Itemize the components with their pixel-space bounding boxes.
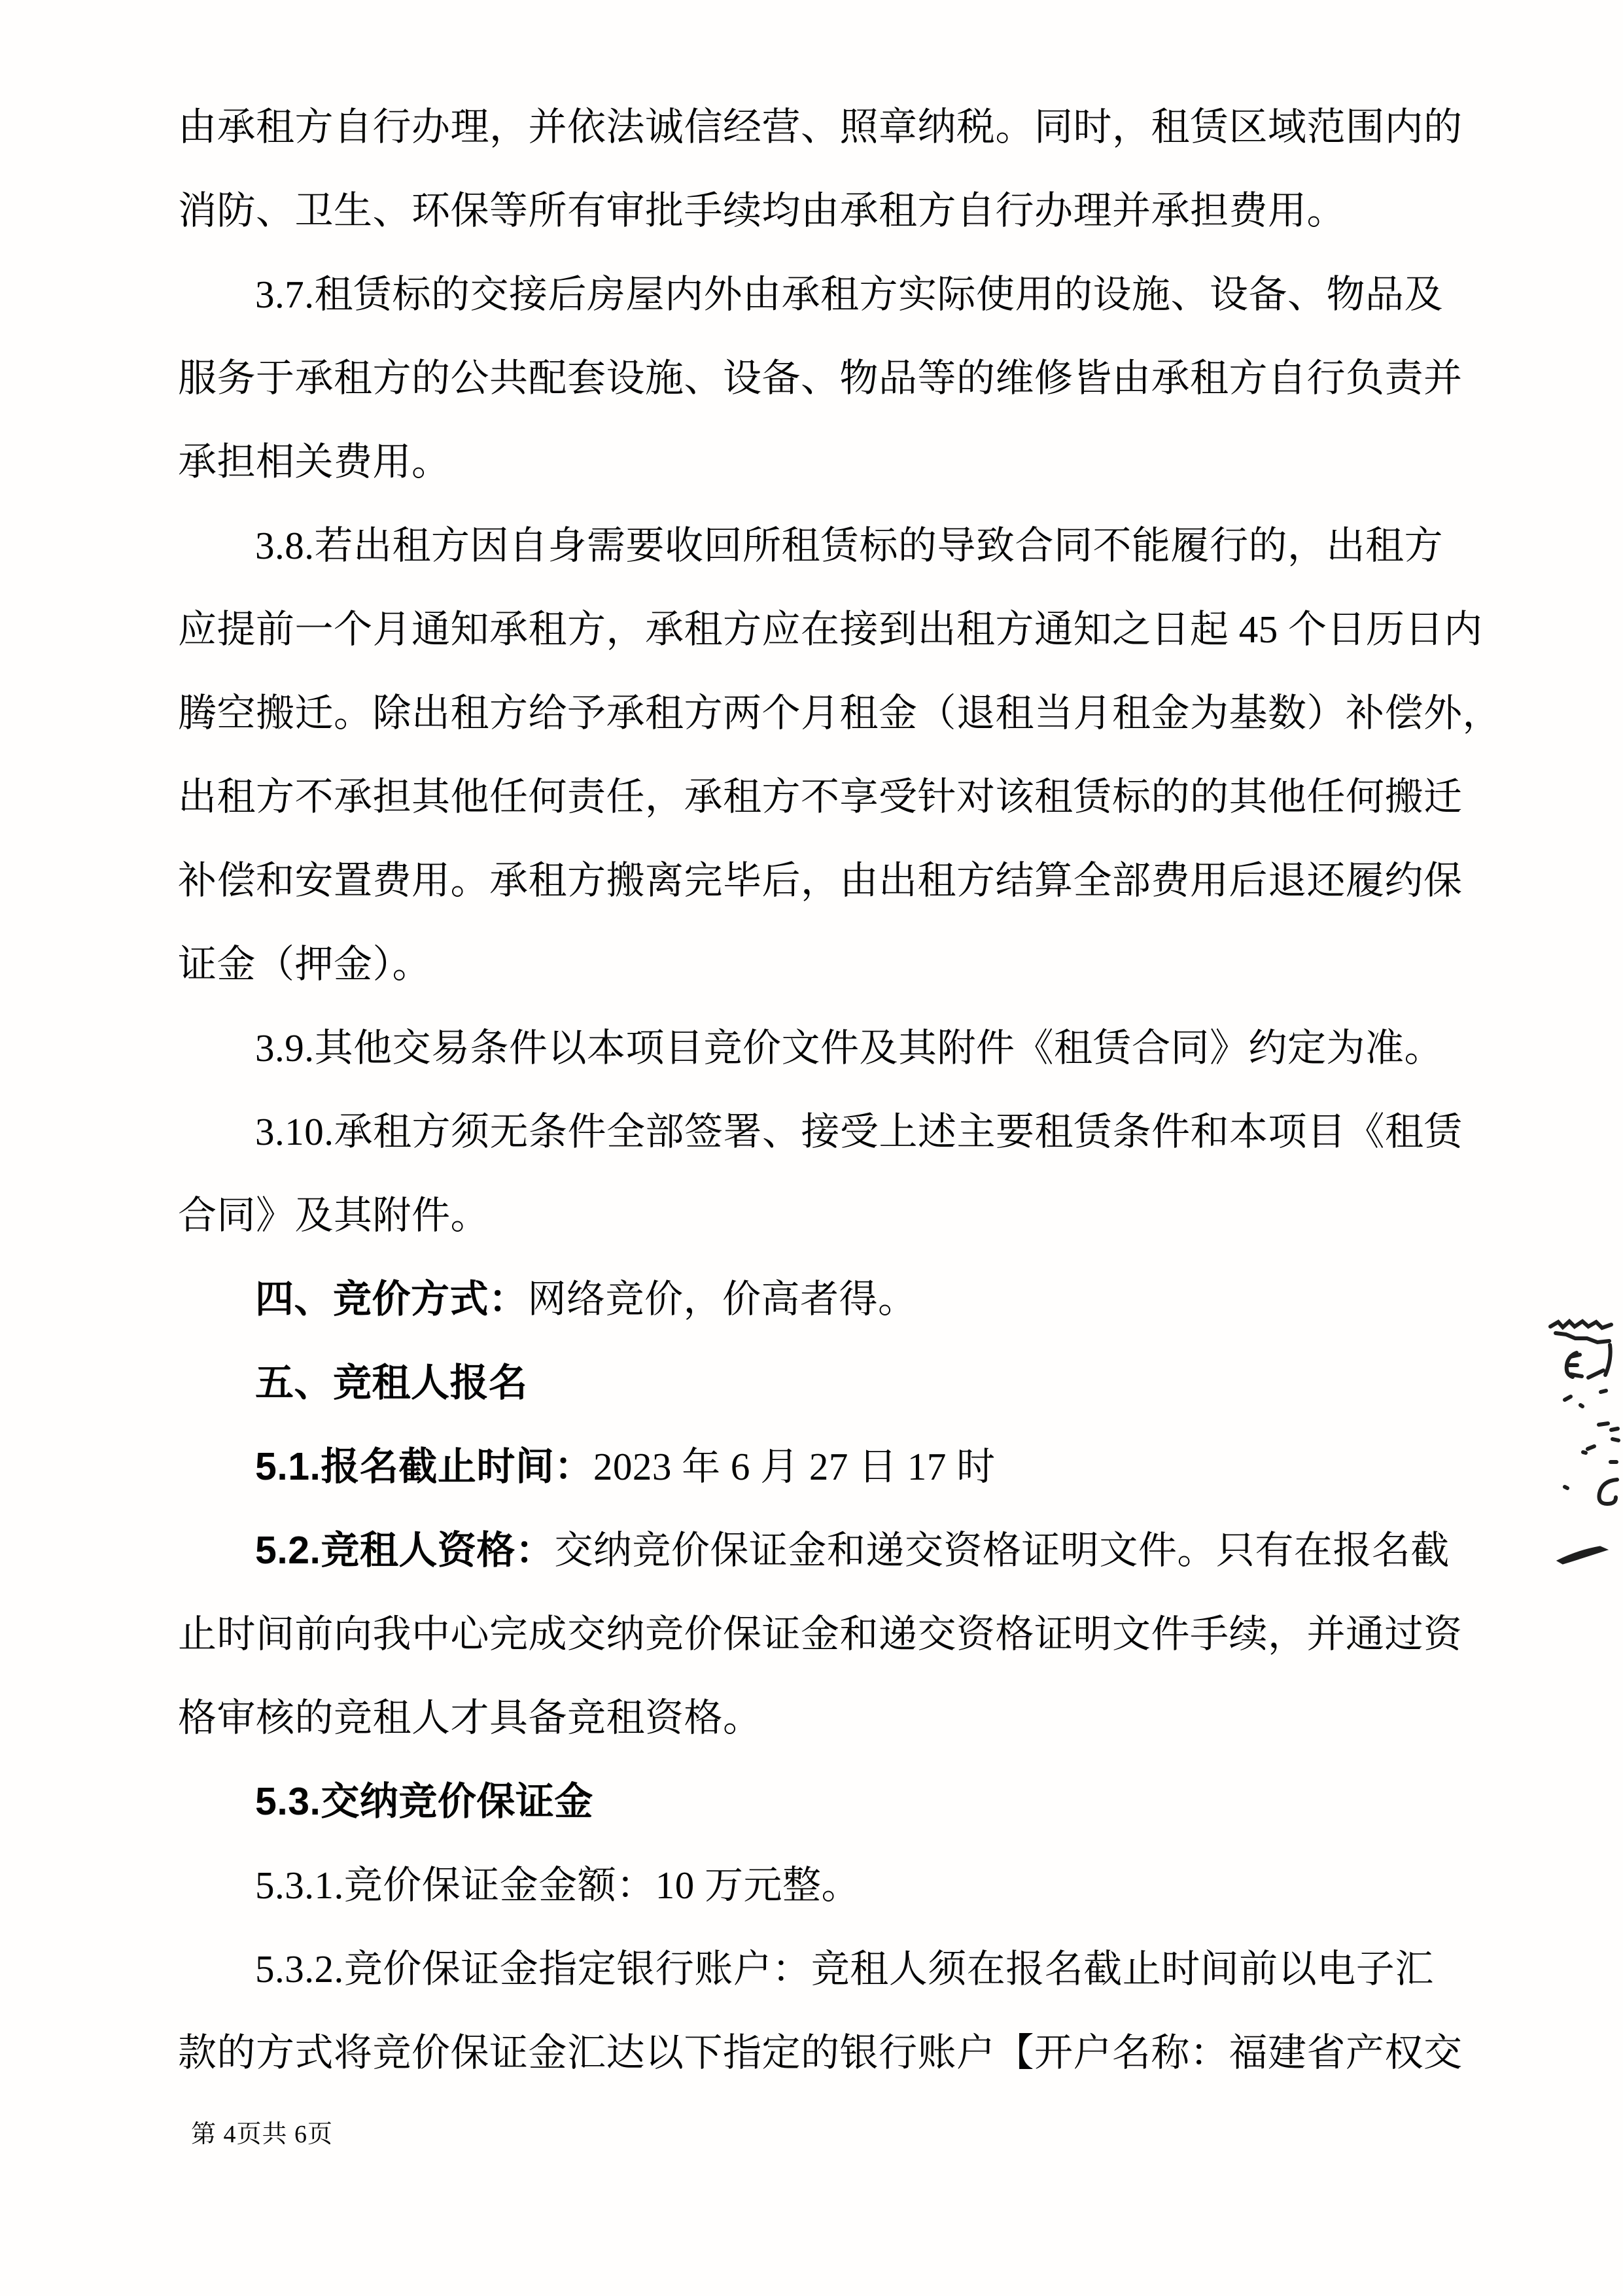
text-line bbox=[178, 1676, 1455, 1760]
text-segment: 承担相关费用。 bbox=[178, 440, 451, 483]
text-segment: 由承租方自行办理，并依法诚信经营、照章纳税。同时，租赁区域范围内的 bbox=[178, 105, 1463, 148]
text-segment: 消防、卫生、环保等所有审批手续均由承租方自行办理并承担费用。 bbox=[178, 189, 1346, 232]
text-line bbox=[178, 169, 1455, 252]
text-line bbox=[178, 252, 1455, 336]
text-line bbox=[178, 336, 1463, 420]
text-line bbox=[178, 1090, 1463, 1174]
bold-text-segment: 5.2.竞租人资格： bbox=[255, 1529, 555, 1572]
text-line bbox=[178, 1174, 1455, 1257]
text-segment: 腾空搬迁。除出租方给予承租方两个月租金（退租当月租金为基数）补偿外， bbox=[178, 691, 1502, 735]
text-line bbox=[178, 839, 1463, 922]
text-line bbox=[178, 1843, 1455, 1927]
text-segment: 5.3.1.竞价保证金金额：10 万元整。 bbox=[255, 1864, 861, 1907]
text-segment: 证金（押金）。 bbox=[178, 943, 432, 986]
text-segment: 5.3.2.竞价保证金指定银行账户：竞租人须在报名截止时间前以电子汇 bbox=[255, 1947, 1434, 1991]
text-line bbox=[178, 922, 1455, 1006]
page-number-footer: 第 4页共 6页 bbox=[191, 2121, 334, 2148]
text-line bbox=[178, 587, 1483, 671]
text-segment: 2023 年 6 月 27 日 17 时 bbox=[593, 1445, 996, 1488]
text-line bbox=[178, 1927, 1455, 2011]
text-line bbox=[178, 1257, 1455, 1341]
text-segment: 止时间前向我中心完成交纳竞价保证金和递交资格证明文件手续，并通过资 bbox=[178, 1612, 1463, 1656]
text-line bbox=[178, 85, 1463, 169]
bold-text-segment: 四、竞价方式： bbox=[255, 1278, 528, 1321]
text-line bbox=[178, 671, 1502, 755]
text-line bbox=[178, 1006, 1455, 1090]
text-segment: 应提前一个月通知承租方，承租方应在接到出租方通知之日起 45 个日历日内 bbox=[178, 608, 1483, 651]
text-line bbox=[178, 420, 1455, 504]
text-line bbox=[178, 504, 1455, 587]
text-segment: 3.8.若出租方因自身需要收回所租赁标的导致合同不能履行的，出租方 bbox=[255, 524, 1444, 567]
text-block bbox=[178, 85, 1502, 2095]
text-line bbox=[178, 755, 1463, 839]
text-line bbox=[178, 2011, 1463, 2095]
text-segment: 格审核的竞租人才具备竞租资格。 bbox=[178, 1696, 762, 1739]
bold-text-segment: 五、竞租人报名 bbox=[255, 1361, 528, 1404]
bold-text-segment: 5.3.交纳竞价保证金 bbox=[255, 1780, 593, 1823]
text-segment: 补偿和安置费用。承租方搬离完毕后，由出租方结算全部费用后退还履约保 bbox=[178, 859, 1463, 902]
text-segment: 款的方式将竞价保证金汇达以下指定的银行账户【开户名称：福建省产权交 bbox=[178, 2031, 1463, 2074]
text-line bbox=[178, 1760, 1455, 1843]
text-line bbox=[178, 1592, 1463, 1676]
text-segment: 合同》及其附件。 bbox=[178, 1194, 490, 1237]
text-line bbox=[178, 1425, 1455, 1508]
text-segment: 交纳竞价保证金和递交资格证明文件。只有在报名截 bbox=[554, 1529, 1450, 1572]
text-segment: 服务于承租方的公共配套设施、设备、物品等的维修皆由承租方自行负责并 bbox=[178, 357, 1463, 400]
text-line bbox=[178, 1508, 1455, 1592]
text-segment: 出租方不承担其他任何责任，承租方不享受针对该租赁标的的其他任何搬迁 bbox=[178, 775, 1463, 818]
bold-text-segment: 5.1.报名截止时间： bbox=[255, 1445, 593, 1488]
text-line bbox=[178, 1341, 1455, 1425]
text-segment: 3.9.其他交易条件以本项目竞价文件及其附件《租赁合同》约定为准。 bbox=[255, 1026, 1444, 1070]
text-segment: 3.10.承租方须无条件全部签署、接受上述主要租赁条件和本项目《租赁 bbox=[255, 1110, 1463, 1153]
text-segment: 3.7.租赁标的交接后房屋内外由承租方实际使用的设施、设备、物品及 bbox=[255, 273, 1444, 316]
text-segment: 网络竞价，价高者得。 bbox=[527, 1278, 917, 1321]
handwritten-marks-artifact bbox=[1546, 1313, 1621, 1578]
